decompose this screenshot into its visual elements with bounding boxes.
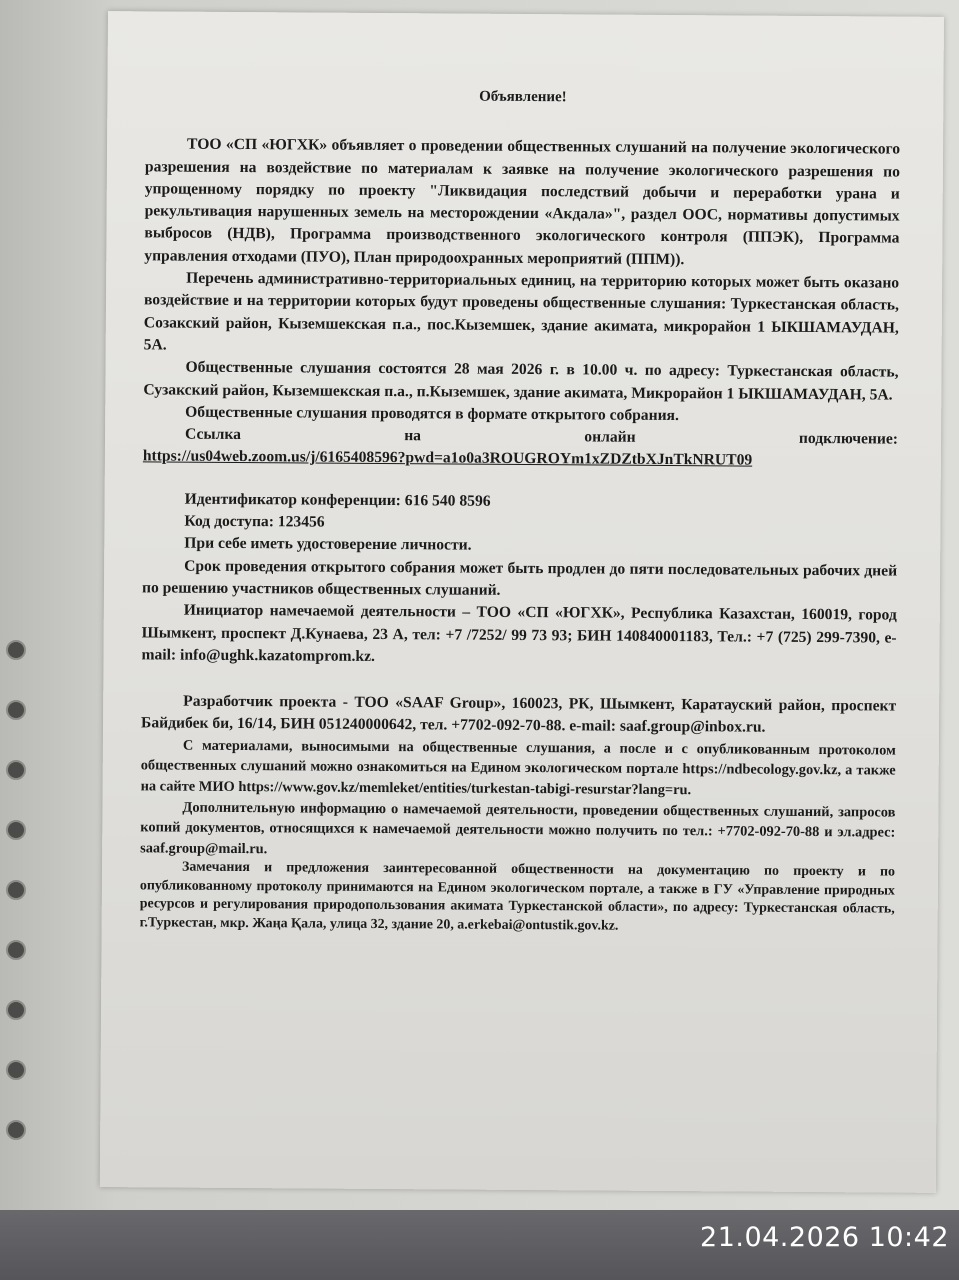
paragraph-developer: Разработчик проекта - ТОО «SAAF Group», 160023, РК, Шымкент, Каратауский район, проспект Байдибек би, 16/14, БИН 051240000642, тел. +7702-092-70-88. e-mail: saaf.group@inbox.ru. bbox=[140, 692, 897, 737]
paragraph-additional-info: Дополнительную информацию о намечаемой деятельности, проведении общественных слушаний, запросов копий документов, относящихся к намечаемой деятельности можно получить по тел.: +7702-092-70-88 и эл.адрес: saaf.group@mail.ru. bbox=[140, 799, 896, 857]
punch-hole bbox=[6, 1120, 26, 1140]
paragraph-intro: ТОО «СП «ЮГХК» объявляет о проведении общественных слушаний на получение экологического разрешения на воздействие по материалам к заявке на получение экологического разрешения по упрощенному порядку по проекту "Ликвидация последствий добычи и переработки урана и рекультивация нарушенных земель на месторождении «Акдала»", раздел ООС, нормативы допустимых выбросов (НДВ), Программа производственного экологического контроля (ППЭК), Программа управления отходами (ПУО), План природоохранных мероприятий (ППМ)). bbox=[144, 135, 901, 268]
punch-hole bbox=[6, 880, 26, 900]
access-code: Код доступа: 123456 bbox=[184, 512, 325, 531]
zoom-link[interactable]: https://us04web.zoom.us/j/6165408596?pwd=a1o0a3ROUGROYm1xZDZtbXJnTkNRUT09 bbox=[142, 447, 753, 470]
id-note: При себе иметь удостоверение личности. bbox=[184, 534, 472, 554]
punch-hole bbox=[6, 940, 26, 960]
paragraph-initiator: Инициатор намечаемой деятельности – ТОО «СП «ЮГХК», Республика Казахстан, 160019, город Шымкент, проспект Д.Кунаева, 23 А, тел: +7 /7252/ 99 73 93; БИН 140840001183, Тел.: +7 (725) 299-7390, e-mail: info@ughk.kazatomprom.kz. bbox=[141, 601, 897, 665]
punch-hole bbox=[6, 640, 26, 660]
punch-hole bbox=[6, 700, 26, 720]
paragraph-format: Общественные слушания проводятся в формате открытого собрания. bbox=[185, 403, 679, 424]
punch-hole bbox=[6, 1000, 26, 1020]
paragraph-materials: С материалами, выносимыми на общественные слушания, а после и с опубликованным протоколом общественных слушаний можно ознакомиться на Едином экологическом портале https://ndbecology.gov.kz, а также на сайте МИО https://www.gov.kz/memleket/entities/turkestan-tabigi-resurstar?lang=ru. bbox=[140, 737, 896, 799]
announcement-sheet bbox=[100, 11, 944, 1193]
punch-hole bbox=[6, 820, 26, 840]
punch-hole bbox=[6, 1060, 26, 1080]
punch-hole bbox=[6, 760, 26, 780]
photo-timestamp: 21.04.2026 10:42 bbox=[700, 1222, 949, 1253]
announcement-body bbox=[140, 83, 901, 938]
conference-id: Идентификатор конференции: 616 540 8596 bbox=[184, 490, 491, 510]
paragraph-date-location: Общественные слушания состоятся 28 мая 2026 г. в 10.00 ч. по адресу: Туркестанская область, Сузакский район, Кыземшекская п.а., п.Кыземшек, здание акимата, Микрорайон 1 ЫКШАМАУДАН, 5А. bbox=[143, 358, 899, 404]
paragraph-territories: Перечень административно-территориальных единиц, на территорию которых может быть оказано воздействие и на территории которых будут проведены общественные слушания: Туркестанская область, Созакский район, Кыземшекская п.а., пос.Кыземшек, здание акимата, микрорайон 1 ЫКШАМАУДАН, 5А. bbox=[143, 269, 900, 354]
announcement-title: Объявление! bbox=[479, 88, 567, 106]
paragraph-link-label: Ссылка на онлайн подключение: bbox=[184, 425, 899, 448]
paragraph-comments: Замечания и предложения заинтересованной общественности на документацию по проекту и по опубликованному протоколу принимаются на Едином экологическом портале, а также в ГУ «Управление природных ресурсов и регулирования природопользования акимата Туркестанской области», по адресу: Туркестанская область, г.Туркестан, мкр. Жаңа Қала, улица 32, здание 20, a.erkebai@ontustik.gov.kz. bbox=[139, 859, 896, 934]
paragraph-extension: Срок проведения открытого собрания может быть продлен до пяти последовательных рабочих дней по решению участников общественных слушаний. bbox=[141, 557, 898, 599]
